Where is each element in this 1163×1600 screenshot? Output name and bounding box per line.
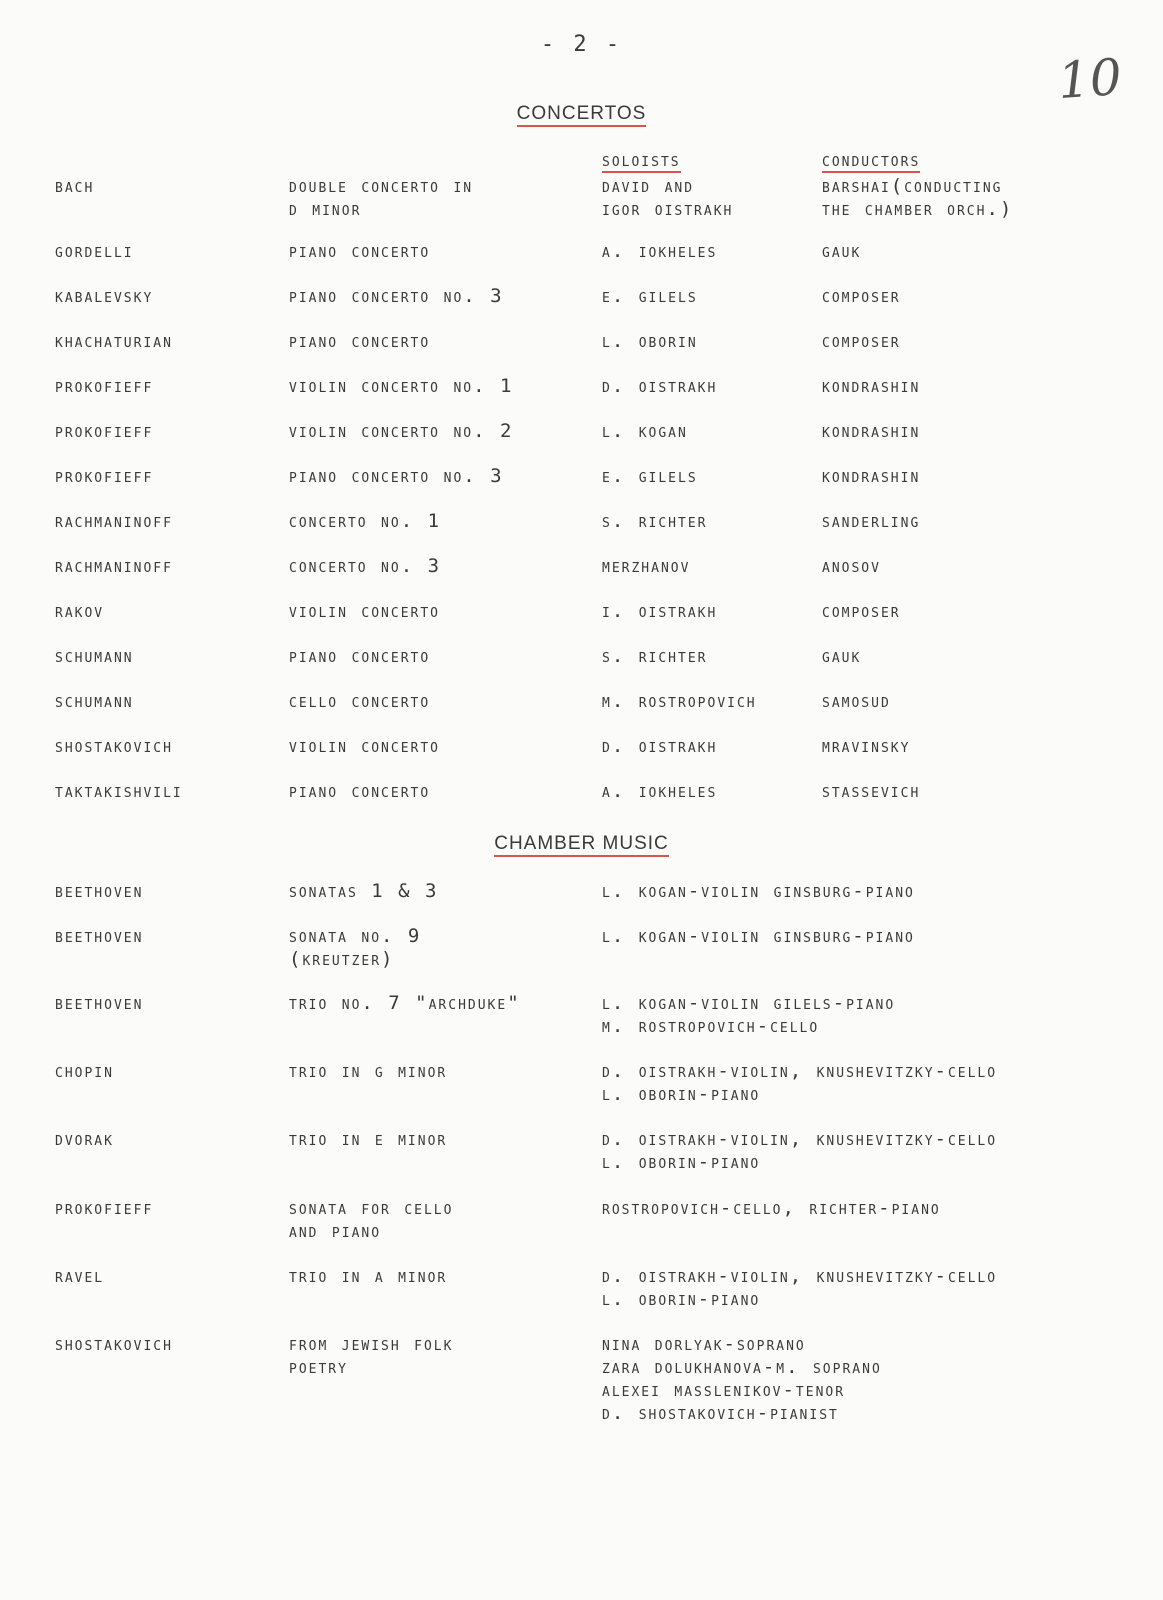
soloist-cell-line: d. oistrakh	[602, 735, 718, 757]
page-number: - 2 -	[540, 32, 623, 57]
soloist-cell-line: a. iokheles	[602, 780, 718, 802]
conductor-cell	[822, 690, 891, 713]
composer-cell	[55, 375, 153, 398]
conductor-cell-line: samosud	[822, 690, 891, 712]
composer-cell	[55, 465, 153, 488]
work-cell-line: violin concerto no. 1	[289, 375, 514, 397]
conductor-cell	[822, 465, 920, 488]
composer-cell-line: chopin	[55, 1060, 114, 1082]
soloist-cell-line: i. oistrakh	[602, 600, 718, 622]
performers-cell	[602, 1333, 882, 1425]
performers-cell	[602, 1060, 997, 1106]
composer-cell-line: beethoven	[55, 925, 144, 947]
conductor-cell-line: stassevich	[822, 780, 921, 802]
performers-cell	[602, 880, 915, 903]
conductor-cell-line: kondrashin	[822, 375, 921, 397]
performers-cell	[602, 1128, 997, 1174]
handwritten-page-mark: 10	[1056, 47, 1124, 111]
composer-cell	[55, 992, 143, 1015]
soloist-cell	[602, 175, 733, 221]
work-cell-line: trio in g minor	[289, 1060, 448, 1082]
soloist-cell	[602, 285, 698, 308]
work-cell-line: trio in a minor	[289, 1265, 448, 1287]
work-cell-line: sonata for cello	[289, 1197, 454, 1219]
work-cell	[289, 175, 473, 221]
work-cell-line: d minor	[289, 198, 362, 220]
composer-cell-line: dvorak	[55, 1128, 114, 1150]
soloist-cell-line: l. kogan	[602, 420, 688, 442]
composer-cell-line: rachmaninoff	[55, 510, 173, 532]
composer-cell-line: beethoven	[55, 992, 144, 1014]
performers-cell-line: d. shostakovich-pianist	[602, 1402, 839, 1424]
composer-cell	[55, 600, 104, 623]
performers-cell-line: d. oistrakh-violin, knushevitzky-cello	[602, 1060, 998, 1082]
work-cell	[289, 1060, 447, 1083]
work-cell-line: piano concerto no. 3	[289, 285, 504, 307]
work-cell	[289, 240, 430, 263]
work-cell-line: sonatas 1 & 3	[289, 880, 439, 902]
work-cell-line: (kreutzer)	[289, 948, 395, 970]
performers-cell-line: rostropovich-cello, richter-piano	[602, 1197, 941, 1219]
composer-cell	[55, 780, 183, 803]
soloist-cell	[602, 645, 708, 668]
composer-cell	[55, 420, 153, 443]
composer-cell-line: gordelli	[55, 240, 134, 262]
composer-cell	[55, 510, 173, 533]
work-cell-line: concerto no. 1	[289, 510, 442, 532]
conductor-cell-line: gauk	[822, 240, 862, 262]
work-cell	[289, 1333, 453, 1379]
conductor-cell-line: sanderling	[822, 510, 921, 532]
work-cell	[289, 555, 441, 578]
composer-cell-line: shostakovich	[55, 735, 173, 757]
performers-cell	[602, 925, 915, 948]
composer-cell-line: schumann	[55, 645, 134, 667]
composer-cell	[55, 330, 173, 353]
work-cell	[289, 780, 430, 803]
performers-cell-line: d. oistrakh-violin, knushevitzky-cello	[602, 1128, 998, 1150]
work-cell	[289, 330, 430, 353]
work-cell-line: piano concerto	[289, 645, 431, 667]
performers-cell	[602, 1197, 941, 1220]
soloist-cell	[602, 600, 717, 623]
work-cell-line: poetry	[289, 1356, 348, 1378]
soloist-cell	[602, 780, 717, 803]
work-cell	[289, 992, 521, 1015]
composer-cell-line: prokofieff	[55, 465, 154, 487]
soloist-cell-line: e. gilels	[602, 465, 698, 487]
concertos-heading: CONCERTOS	[0, 103, 1163, 127]
soloist-cell-line: d. oistrakh	[602, 375, 718, 397]
performers-cell	[602, 992, 895, 1038]
conductor-cell-line: kondrashin	[822, 420, 921, 442]
composer-cell	[55, 1265, 104, 1288]
work-cell-line: trio no. 7 "archduke"	[289, 992, 521, 1014]
conductor-cell-line: the chamber orch.)	[822, 198, 1014, 220]
work-cell-line: concerto no. 3	[289, 555, 442, 577]
conductor-cell	[822, 510, 920, 533]
composer-cell-line: bach	[55, 175, 95, 197]
composer-cell	[55, 1128, 114, 1151]
soloist-cell	[602, 510, 708, 533]
composer-cell	[55, 735, 173, 758]
conductor-cell	[822, 420, 920, 443]
soloist-cell	[602, 420, 688, 443]
work-cell	[289, 880, 438, 903]
work-cell-line: double concerto in	[289, 175, 474, 197]
work-cell-line: from jewish folk	[289, 1333, 454, 1355]
chamber-music-heading: CHAMBER MUSIC	[0, 833, 1163, 857]
performers-cell-line: l. oborin-piano	[602, 1151, 761, 1173]
composer-cell	[55, 240, 134, 263]
work-cell-line: piano concerto	[289, 330, 431, 352]
work-cell	[289, 925, 421, 971]
conductor-cell-line: composer	[822, 600, 901, 622]
work-cell	[289, 510, 441, 533]
conductor-cell-line: composer	[822, 285, 901, 307]
performers-cell-line: l. oborin-piano	[602, 1083, 761, 1105]
soloist-cell	[602, 690, 757, 713]
work-cell-line: violin concerto no. 2	[289, 420, 514, 442]
conductor-cell-line: mravinsky	[822, 735, 911, 757]
conductor-cell-line: composer	[822, 330, 901, 352]
composer-cell-line: schumann	[55, 690, 134, 712]
performers-cell-line: d. oistrakh-violin, knushevitzky-cello	[602, 1265, 998, 1287]
composer-cell	[55, 690, 134, 713]
conductor-cell	[822, 330, 901, 353]
conductor-cell	[822, 375, 920, 398]
composer-cell-line: ravel	[55, 1265, 105, 1287]
composer-cell-line: khachaturian	[55, 330, 173, 352]
work-cell	[289, 1197, 453, 1243]
soloist-cell	[602, 375, 717, 398]
conductor-cell	[822, 240, 861, 263]
composer-cell	[55, 285, 153, 308]
conductor-cell	[822, 175, 1013, 221]
work-cell-line: piano concerto no. 3	[289, 465, 504, 487]
performers-cell	[602, 1265, 997, 1311]
soloist-cell-line: m. rostropovich	[602, 690, 757, 712]
soloist-cell-line: merzhanov	[602, 555, 691, 577]
composer-cell	[55, 645, 134, 668]
soloist-cell-line: igor oistrakh	[602, 198, 734, 220]
conductors-header: conductors	[822, 149, 921, 171]
conductor-cell-line: gauk	[822, 645, 862, 667]
work-cell-line: cello concerto	[289, 690, 431, 712]
composer-cell	[55, 1060, 114, 1083]
performers-cell-line: l. kogan-violin ginsburg-piano	[602, 880, 915, 902]
work-cell	[289, 645, 430, 668]
composer-cell-line: prokofieff	[55, 375, 154, 397]
soloist-cell	[602, 240, 717, 263]
composer-cell	[55, 880, 143, 903]
composer-cell	[55, 925, 143, 948]
composer-cell-line: taktakishvili	[55, 780, 183, 802]
composer-cell-line: shostakovich	[55, 1333, 173, 1355]
composer-cell	[55, 1333, 173, 1356]
performers-cell-line: l. oborin-piano	[602, 1288, 761, 1310]
soloist-cell	[602, 465, 698, 488]
soloist-cell-line: a. iokheles	[602, 240, 718, 262]
work-cell-line: trio in e minor	[289, 1128, 448, 1150]
soloist-cell	[602, 555, 690, 578]
soloist-cell	[602, 735, 717, 758]
soloists-header: soloists	[602, 149, 681, 171]
work-cell	[289, 465, 504, 488]
composer-cell-line: rachmaninoff	[55, 555, 173, 577]
work-cell	[289, 735, 440, 758]
conductor-cell	[822, 555, 881, 578]
conductor-cell	[822, 600, 901, 623]
composer-cell	[55, 175, 94, 198]
work-cell	[289, 285, 504, 308]
composer-cell-line: beethoven	[55, 880, 144, 902]
conductor-cell-line: barshai(conducting	[822, 175, 1003, 197]
performers-cell-line: zara dolukhanova-m. soprano	[602, 1356, 882, 1378]
composer-cell	[55, 1197, 153, 1220]
work-cell-line: piano concerto	[289, 780, 431, 802]
conductor-cell	[822, 780, 920, 803]
work-cell	[289, 600, 440, 623]
soloist-cell-line: s. richter	[602, 645, 708, 667]
work-cell-line: violin concerto	[289, 600, 441, 622]
work-cell	[289, 1265, 447, 1288]
soloist-cell-line: e. gilels	[602, 285, 698, 307]
conductor-cell	[822, 735, 910, 758]
composer-cell-line: rakov	[55, 600, 105, 622]
work-cell-line: sonata no. 9	[289, 925, 422, 947]
work-cell	[289, 375, 513, 398]
work-cell-line: piano concerto	[289, 240, 431, 262]
conductor-cell	[822, 645, 861, 668]
work-cell	[289, 690, 430, 713]
performers-cell-line: l. kogan-violin ginsburg-piano	[602, 925, 915, 947]
conductor-cell-line: kondrashin	[822, 465, 921, 487]
performers-cell-line: nina dorlyak-soprano	[602, 1333, 806, 1355]
performers-cell-line: l. kogan-violin gilels-piano	[602, 992, 896, 1014]
composer-cell-line: prokofieff	[55, 1197, 154, 1219]
work-cell	[289, 420, 513, 443]
conductor-cell	[822, 285, 901, 308]
soloist-cell-line: david and	[602, 175, 695, 197]
composer-cell-line: prokofieff	[55, 420, 154, 442]
work-cell	[289, 1128, 447, 1151]
work-cell-line: violin concerto	[289, 735, 441, 757]
soloist-cell-line: l. oborin	[602, 330, 698, 352]
soloist-cell-line: s. richter	[602, 510, 708, 532]
conductor-cell-line: anosov	[822, 555, 881, 577]
work-cell-line: and piano	[289, 1220, 382, 1242]
performers-cell-line: alexei masslenikov-tenor	[602, 1379, 846, 1401]
composer-cell-line: kabalevsky	[55, 285, 154, 307]
performers-cell-line: m. rostropovich-cello	[602, 1015, 820, 1037]
composer-cell	[55, 555, 173, 578]
soloist-cell	[602, 330, 698, 353]
